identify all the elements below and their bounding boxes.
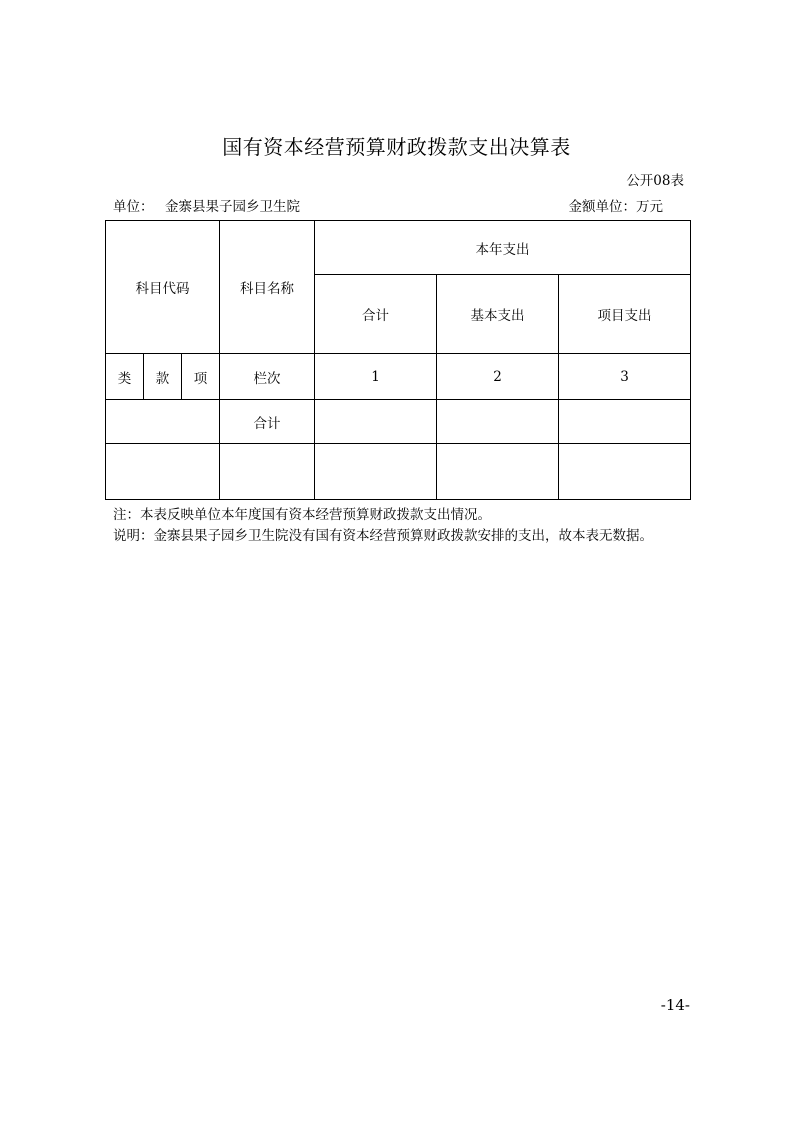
class-header: 类 xyxy=(106,354,144,400)
column-index-1: 1 xyxy=(315,354,437,400)
empty-total-cell xyxy=(315,444,437,500)
empty-data-row xyxy=(106,444,691,500)
table-note: 注：本表反映单位本年度国有资本经营预算财政拨款支出情况。 xyxy=(113,507,491,523)
amount-unit: 金额单位：万元 xyxy=(568,199,663,215)
current-year-expense-header: 本年支出 xyxy=(315,221,691,275)
sum-project-cell xyxy=(559,400,691,444)
header-row-1 xyxy=(106,221,691,275)
page-number: -14- xyxy=(660,996,690,1014)
table-explanation: 说明：金寨县果子园乡卫生院没有国有资本经营预算财政拨款安排的支出，故本表无数据。 xyxy=(113,528,653,544)
unit-label: 单位： xyxy=(113,199,154,215)
total-header: 合计 xyxy=(315,275,437,354)
project-expense-header: 项目支出 xyxy=(559,275,691,354)
unit-value: 金寨县果子园乡卫生院 xyxy=(165,199,300,215)
column-order-label: 栏次 xyxy=(220,354,315,400)
form-code: 公开08表 xyxy=(626,173,684,189)
sum-basic-cell xyxy=(437,400,559,444)
sum-total-cell xyxy=(315,400,437,444)
section-header: 款 xyxy=(144,354,182,400)
sum-row xyxy=(106,400,691,444)
column-index-row xyxy=(106,354,691,400)
column-index-2: 2 xyxy=(437,354,559,400)
expense-table xyxy=(105,220,691,500)
column-index-3: 3 xyxy=(559,354,691,400)
empty-code-cell xyxy=(106,444,220,500)
empty-project-cell xyxy=(559,444,691,500)
item-header: 项 xyxy=(182,354,220,400)
subject-name-header: 科目名称 xyxy=(220,221,315,354)
empty-name-cell xyxy=(220,444,315,500)
page-title: 国有资本经营预算财政拨款支出决算表 xyxy=(222,135,571,159)
empty-basic-cell xyxy=(437,444,559,500)
subject-code-header: 科目代码 xyxy=(106,221,220,354)
basic-expense-header: 基本支出 xyxy=(437,275,559,354)
sum-row-code-cell xyxy=(106,400,220,444)
sum-row-label: 合计 xyxy=(220,400,315,444)
